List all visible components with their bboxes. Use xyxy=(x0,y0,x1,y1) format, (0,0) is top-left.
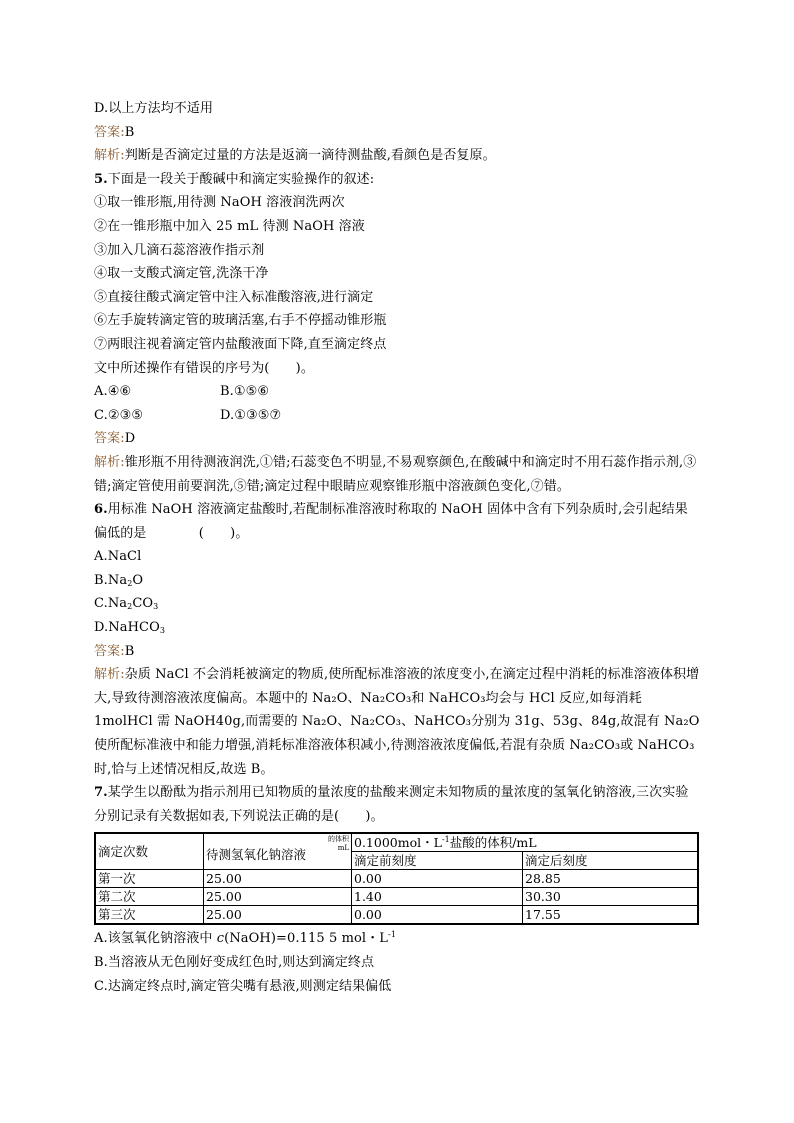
answer-line xyxy=(94,427,700,451)
header-naoh-small2: mL xyxy=(337,844,349,853)
options-row xyxy=(94,404,700,428)
explanation-label: 解析: xyxy=(94,667,125,683)
option-line: D.以上方法均不适用 xyxy=(94,101,214,116)
explanation-line xyxy=(94,451,700,498)
step-line: ①取一锥形瓶,用待测 NaOH 溶液润洗两次 xyxy=(94,195,345,211)
header-naoh-main: 待测氢氧化钠溶液 xyxy=(206,846,307,862)
header-trial-count: 滴定次数 xyxy=(95,833,204,870)
options-row xyxy=(94,380,700,404)
option-text: CO xyxy=(132,596,154,612)
header-naoh-unit xyxy=(328,835,349,853)
table-row xyxy=(95,888,698,906)
cell-before: 1.40 xyxy=(352,888,523,906)
explanation-label: 解析: xyxy=(94,148,125,164)
explanation-label: 解析: xyxy=(94,454,125,470)
option-b xyxy=(94,569,700,593)
cell-naoh: 25.00 xyxy=(204,888,352,906)
answer-line xyxy=(94,640,700,664)
header-before: 滴定前刻度 xyxy=(352,852,523,870)
header-naoh-small1: 的体积 xyxy=(328,835,349,844)
superscript: -1 xyxy=(441,835,450,845)
cell-before: 0.00 xyxy=(352,870,523,888)
question-prompt: 文中所述操作有错误的序号为( )。 xyxy=(94,360,314,376)
step-line: ⑤直接往酸式滴定管中注入标准酸溶液,进行滴定 xyxy=(94,289,374,305)
titration-data-table xyxy=(94,832,699,925)
header-after: 滴定后刻度 xyxy=(523,852,699,870)
explanation-text: 锥形瓶不用待测液润洗,①错;石蕊变色不明显,不易观察颜色,在酸碱中和滴定时不用石蕊作指示剂,③错;滴定管使用前要润洗,⑤错;滴定过程中眼睛应观察锥形瓶中溶液颜色变化,⑦错。 xyxy=(94,454,697,494)
explanation-text: 杂质 NaCl 不会消耗被滴定的物质,使所配标准溶液的浓度变小,在滴定过程中消耗的标准溶液体积增大,导致待测溶液浓度偏高。本题中的 Na₂O、Na₂CO₃和 NaHCO₃均会与 HCl 反应,如每消耗 1molHCl 需 NaOH40g,而需要的 Na₂O、Na₂CO₃、NaHCO₃分别为 31g、53g、84g,故混有 Na₂O 使所配标准液中和能力增强,消耗标准溶液体积减小,待测溶液浓度偏低,若混有杂质 Na₂CO₃或 NaHCO₃时,恰与上述情况相反,故选 B。 xyxy=(94,667,700,777)
explanation-text: 判断是否滴定过量的方法是返滴一滴待测盐酸,看颜色是否复原。 xyxy=(124,148,496,164)
option-text: O xyxy=(132,572,144,588)
option-italic: c xyxy=(216,931,225,947)
option-text: C.Na xyxy=(94,596,128,612)
superscript: -1 xyxy=(388,930,397,940)
option-d xyxy=(94,616,700,640)
header-hcl-pre: 0.1000mol・L xyxy=(354,835,442,851)
option-c: C.达滴定终点时,滴定管尖嘴有悬液,则测定结果偏低 xyxy=(94,978,392,994)
explanation-line xyxy=(94,144,700,168)
subscript: 2 xyxy=(127,602,133,612)
option-a xyxy=(94,927,700,951)
option-b: B.①⑤⑥ xyxy=(220,384,270,400)
answer-value: B xyxy=(124,643,135,659)
question-number: 7. xyxy=(94,785,108,801)
option-a: A.NaCl xyxy=(94,549,142,565)
subscript: 3 xyxy=(159,626,166,636)
step-line: ②在一锥形瓶中加入 25 mL 待测 NaOH 溶液 xyxy=(94,218,365,234)
option-a: A.④⑥ xyxy=(94,384,132,400)
option-b: B.当溶液从无色刚好变成红色时,则达到滴定终点 xyxy=(94,955,375,970)
answer-value: B xyxy=(124,124,135,140)
subscript: 3 xyxy=(153,602,159,612)
answer-value: D xyxy=(124,431,136,447)
answer-label: 答案: xyxy=(94,431,125,447)
cell-after: 28.85 xyxy=(523,870,699,888)
cell-naoh: 25.00 xyxy=(204,906,352,925)
answer-label: 答案: xyxy=(94,124,125,140)
question-number: 6. xyxy=(94,502,108,518)
cell-trial: 第二次 xyxy=(95,888,204,906)
table-header-row xyxy=(95,833,698,852)
option-text: (NaOH)=0.115 5 mol・L xyxy=(224,931,389,947)
document-page xyxy=(94,97,700,998)
question-text: 用标准 NaOH 溶液滴定盐酸时,若配制标准溶液时称取的 NaOH 固体中含有下列杂质时,会引起结果偏低的是 ( )。 xyxy=(94,502,688,541)
question-text: 下面是一段关于酸碱中和滴定实验操作的叙述: xyxy=(107,171,375,187)
option-c xyxy=(94,592,700,616)
question-5-stem xyxy=(94,168,700,192)
cell-naoh: 25.00 xyxy=(204,870,352,888)
step-line: ④取一支酸式滴定管,洗涤干净 xyxy=(94,266,269,282)
answer-label: 答案: xyxy=(94,643,125,659)
option-text: A.该氢氧化钠溶液中 xyxy=(94,931,217,947)
table-row xyxy=(95,870,698,888)
step-line: ⑦两眼注视着滴定管内盐酸液面下降,直至滴定终点 xyxy=(94,336,387,352)
table-row xyxy=(95,906,698,925)
answer-line xyxy=(94,121,700,145)
option-c: C.②③⑤ xyxy=(94,407,144,423)
cell-before: 0.00 xyxy=(352,906,523,925)
header-hcl-post: 盐酸的体积/mL xyxy=(449,835,537,851)
subscript: 2 xyxy=(127,578,133,588)
question-text: 某学生以酚酞为指示剂用已知物质的量浓度的盐酸来测定未知物质的量浓度的氢氧化钠溶液,三次实验分别记录有关数据如表,下列说法正确的是( )。 xyxy=(94,785,689,824)
explanation-line xyxy=(94,663,700,781)
header-naoh-volume xyxy=(204,833,352,870)
option-text: D.NaHCO xyxy=(94,620,160,636)
step-line: ③加入几滴石蕊溶液作指示剂 xyxy=(94,242,265,258)
cell-after: 17.55 xyxy=(523,906,699,925)
option-d: D.①③⑤⑦ xyxy=(220,407,282,423)
cell-trial: 第三次 xyxy=(95,906,204,925)
question-6-stem xyxy=(94,498,700,545)
header-hcl-volume xyxy=(352,833,699,852)
cell-after: 30.30 xyxy=(523,888,699,906)
question-7-stem xyxy=(94,781,700,828)
option-text: B.Na xyxy=(94,572,128,588)
cell-trial: 第一次 xyxy=(95,870,204,888)
step-line: ⑥左手旋转滴定管的玻璃活塞,右手不停摇动锥形瓶 xyxy=(94,313,387,329)
question-number: 5. xyxy=(94,171,108,187)
